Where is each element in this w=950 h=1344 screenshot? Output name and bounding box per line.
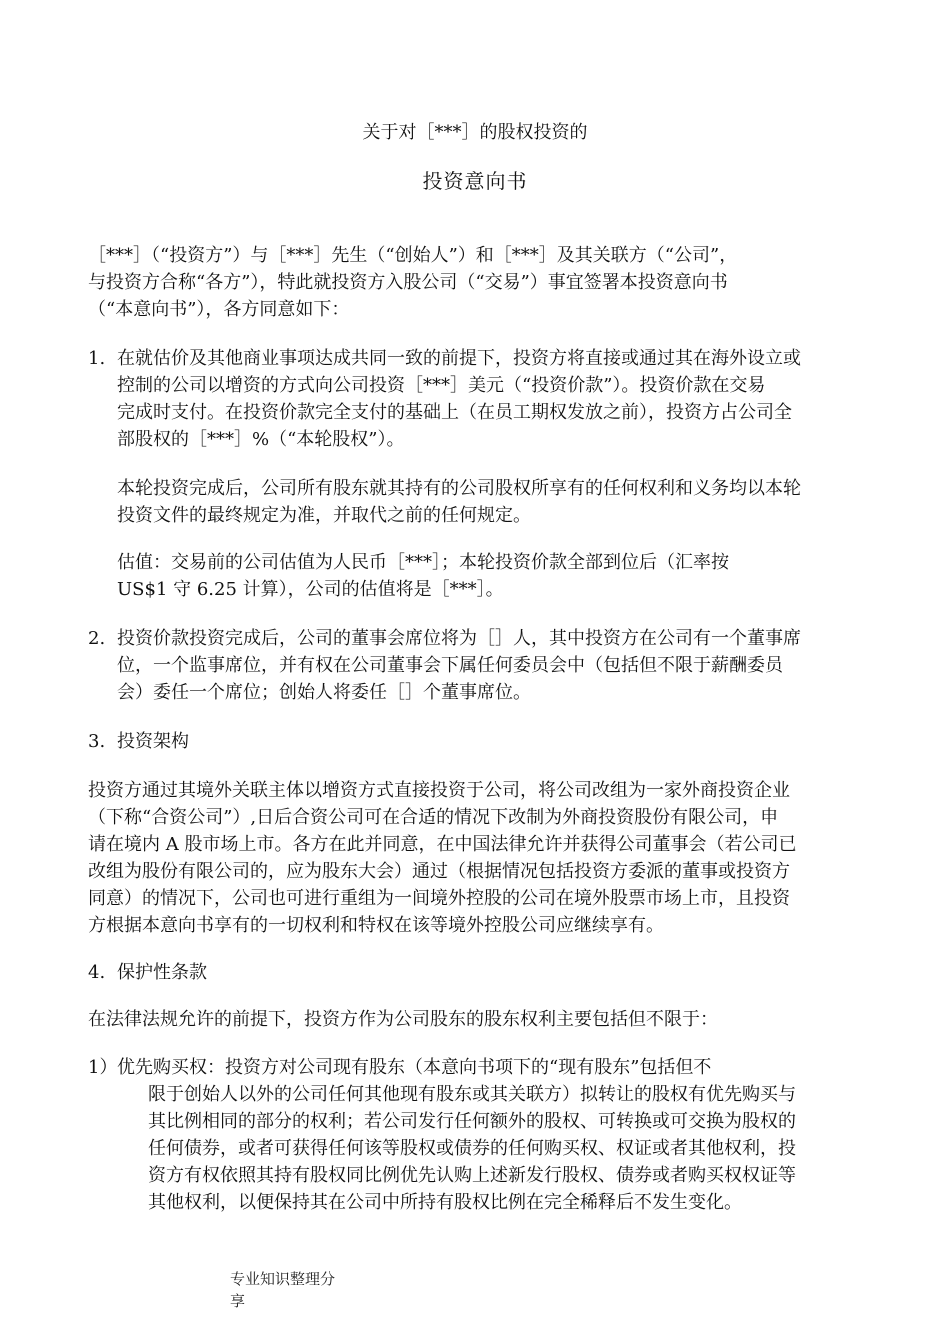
item1-para2-line: 投资文件的最终规定为准，并取代之前的任何规定。 <box>117 505 531 526</box>
item2-line: 位，一个监事席位，并有权在公司董事会下属任何委员会中（包括但不限于薪酬委员 <box>117 655 783 676</box>
item3-body-line: 投资方通过其境外关联主体以增资方式直接投资于公司，将公司改组为一家外商投资企业 <box>88 780 790 801</box>
item1-line: 完成时支付。在投资价款完全支付的基础上（在员工期权发放之前），投资方占公司全 <box>117 402 792 423</box>
subitem1-line: 其比例相同的部分的权利；若公司发行任何额外的股权、可转换或可交换为股权的 <box>148 1111 796 1132</box>
item3-body-line: 同意）的情况下，公司也可进行重组为一间境外控股的公司在境外股票市场上市，且投资 <box>88 888 790 909</box>
item4-heading: 保护性条款 <box>117 962 207 983</box>
item1-line: 部股权的［***］%（“本轮股权”）。 <box>117 429 405 450</box>
subitem-number: 1） <box>88 1057 118 1078</box>
subitem1-first-line: 优先购买权：投资方对公司现有股东（本意向书项下的“现有股东”包括但不 <box>117 1057 712 1078</box>
item4-body: 在法律法规允许的前提下，投资方作为公司股东的股东权利主要包括但不限于： <box>88 1009 718 1030</box>
item2-line: 投资价款投资完成后，公司的董事会席位将为［］人，其中投资方在公司有一个董事席 <box>117 628 801 649</box>
intro-line: （“本意向书”），各方同意如下： <box>88 299 350 320</box>
intro-line: 与投资方合称“各方”），特此就投资方入股公司（“交易”）事宜签署本投资意向书 <box>88 272 728 293</box>
item3-body-line: 请在境内 A 股市场上市。各方在此并同意，在中国法律允许并获得公司董事会（若公司已 <box>88 834 797 855</box>
item2-line: 会）委任一个席位；创始人将委任［］个董事席位。 <box>117 682 531 703</box>
intro-line: ［***］（“投资方”）与［***］先生（“创始人”）和［***］及其关联方（“公司”， <box>88 245 738 266</box>
page-footer <box>230 1268 335 1312</box>
item3-heading: 投资架构 <box>117 731 189 752</box>
item1-para2-line: 本轮投资完成后，公司所有股东就其持有的公司股权所享有的任何权利和义务均以本轮 <box>117 478 801 499</box>
item-number: 1. <box>88 348 106 369</box>
item1-valuation-line: US$1 守 6.25 计算），公司的估值将是［***］。 <box>117 579 504 600</box>
document-title-line2: 投资意向书 <box>422 169 528 193</box>
footer-line: 专业知识整理分 <box>230 1270 336 1288</box>
item1-valuation-line: 估值：交易前的公司估值为人民币［***］；本轮投资价款全部到位后（汇率按 <box>117 552 729 573</box>
subitem1-line: 任何债券，或者可获得任何该等股权或债券的任何购买权、权证或者其他权利，投 <box>148 1138 796 1159</box>
subitem1-line: 资方有权依照其持有股权同比例优先认购上述新发行股权、债券或者购买权权证等 <box>148 1165 796 1186</box>
subitem1-line: 限于创始人以外的公司任何其他现有股东或其关联方）拟转让的股权有优先购买与 <box>148 1084 796 1105</box>
item1-line: 在就估价及其他商业事项达成共同一致的前提下，投资方将直接或通过其在海外设立或 <box>117 348 801 369</box>
item-number: 4. <box>88 962 106 983</box>
subitem1-line: 其他权利，以便保持其在公司中所持有股权比例在完全稀释后不发生变化。 <box>148 1192 742 1213</box>
item1-line: 控制的公司以增资的方式向公司投资［***］美元（“投资价款”）。投资价款在交易 <box>117 375 766 396</box>
document-title-line1: 关于对［***］的股权投资的 <box>362 122 588 143</box>
footer-line: 享 <box>230 1292 246 1310</box>
item3-body-line: 改组为股份有限公司的，应为股东大会）通过（根据情况包括投资方委派的董事或投资方 <box>88 861 790 882</box>
item3-body-line: 方根据本意向书享有的一切权利和特权在该等境外控股公司应继续享有。 <box>88 915 664 936</box>
item-number: 3. <box>88 731 106 752</box>
item-number: 2. <box>88 628 106 649</box>
item3-body-line: （下称“合资公司”）,日后合资公司可在合适的情况下改制为外商投资股份有限公司，申 <box>88 807 779 828</box>
